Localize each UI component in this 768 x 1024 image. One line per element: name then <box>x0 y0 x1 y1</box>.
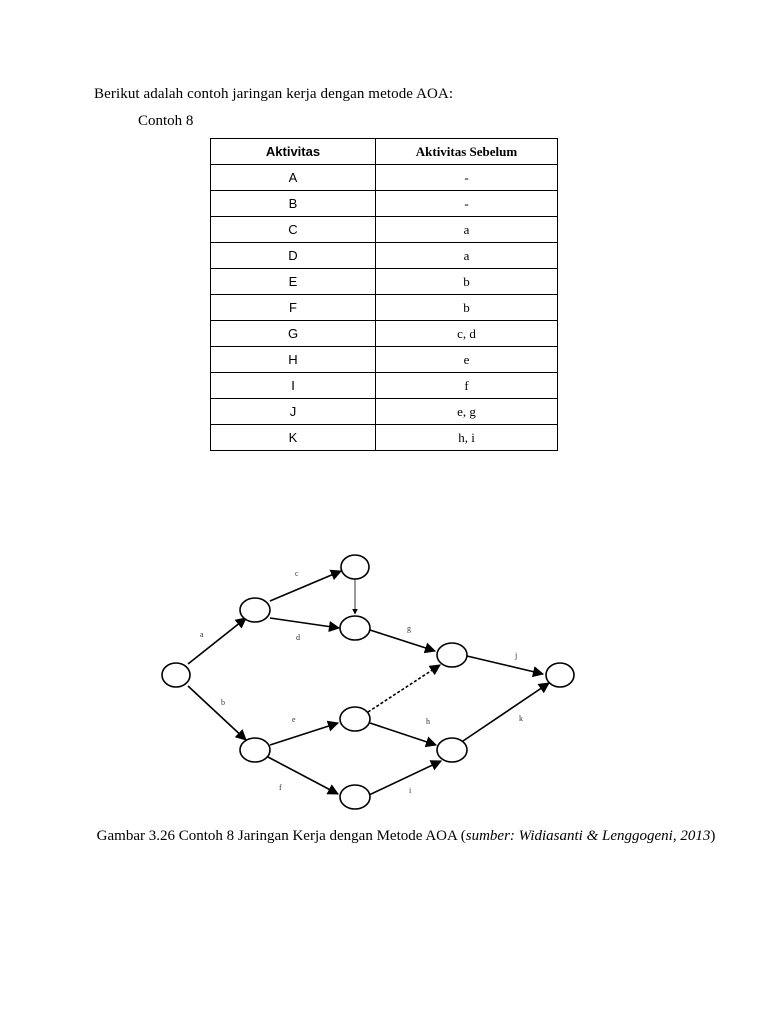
predecessor-cell: - <box>376 165 558 191</box>
edge-label-g: g <box>407 624 411 633</box>
table-row <box>211 269 558 295</box>
caption-source: sumber: Widiasanti & Lenggogeni, 2013 <box>465 828 711 844</box>
predecessor-cell: - <box>376 191 558 217</box>
header-predecessor: Aktivitas Sebelum <box>376 139 558 165</box>
edge-b <box>188 686 246 740</box>
table-row <box>211 191 558 217</box>
figure-caption <box>96 823 716 850</box>
edge-e <box>270 723 338 745</box>
predecessor-cell: h, i <box>376 425 558 451</box>
node-8 <box>437 643 467 667</box>
predecessor-cell: b <box>376 295 558 321</box>
predecessor-cell: a <box>376 243 558 269</box>
edge-label-k: k <box>519 714 523 723</box>
edge-label-e: e <box>292 715 296 724</box>
edge-label-i: i <box>409 786 412 795</box>
predecessor-cell: e, g <box>376 399 558 425</box>
table-row <box>211 373 558 399</box>
table-row <box>211 347 558 373</box>
aoa-network-diagram <box>0 540 768 820</box>
caption-suffix: ) <box>710 828 716 844</box>
table-row <box>211 321 558 347</box>
node-4 <box>340 616 370 640</box>
table-header-row <box>211 139 558 165</box>
activity-cell: E <box>211 269 376 295</box>
edge-g <box>370 630 435 651</box>
edge-label-j: j <box>515 651 518 660</box>
activity-cell: G <box>211 321 376 347</box>
activity-cell: K <box>211 425 376 451</box>
activity-cell: B <box>211 191 376 217</box>
example-label: Contoh 8 <box>138 113 194 129</box>
predecessor-cell: c, d <box>376 321 558 347</box>
edge-label-f: f <box>279 783 282 792</box>
predecessor-cell: f <box>376 373 558 399</box>
activity-cell: C <box>211 217 376 243</box>
edge-d <box>270 618 339 628</box>
activity-cell: A <box>211 165 376 191</box>
table-row <box>211 165 558 191</box>
edge-label-h: h <box>426 717 430 726</box>
activity-table <box>210 138 558 451</box>
table-row <box>211 425 558 451</box>
edge-j <box>467 656 543 674</box>
node-9 <box>437 738 467 762</box>
node-5 <box>240 738 270 762</box>
edge-label-d: d <box>296 633 300 642</box>
table-row <box>211 243 558 269</box>
edge-e-to-g-dummy <box>368 665 440 712</box>
intro-text: Berikut adalah contoh jaringan kerja dengan metode AOA: <box>94 86 454 102</box>
edge-h <box>370 723 436 745</box>
edge-k <box>463 683 549 741</box>
node-1 <box>162 663 190 687</box>
edge-a <box>188 618 246 664</box>
edge-c <box>270 571 341 601</box>
table-row <box>211 217 558 243</box>
node-6 <box>340 707 370 731</box>
node-10 <box>546 663 574 687</box>
activity-cell: H <box>211 347 376 373</box>
activity-cell: F <box>211 295 376 321</box>
predecessor-cell: e <box>376 347 558 373</box>
edge-label-c: c <box>295 569 299 578</box>
caption-prefix: Gambar 3.26 Contoh 8 Jaringan Kerja dengan Metode AOA ( <box>96 828 466 844</box>
predecessor-cell: a <box>376 217 558 243</box>
activity-cell: D <box>211 243 376 269</box>
node-7 <box>340 785 370 809</box>
activity-cell: I <box>211 373 376 399</box>
node-2 <box>240 598 270 622</box>
edge-i <box>369 761 441 795</box>
header-activity: Aktivitas <box>211 139 376 165</box>
edge-label-a: a <box>200 630 204 639</box>
predecessor-cell: b <box>376 269 558 295</box>
table-row <box>211 399 558 425</box>
node-3 <box>341 555 369 579</box>
edge-label-b: b <box>221 698 225 707</box>
table-row <box>211 295 558 321</box>
activity-cell: J <box>211 399 376 425</box>
